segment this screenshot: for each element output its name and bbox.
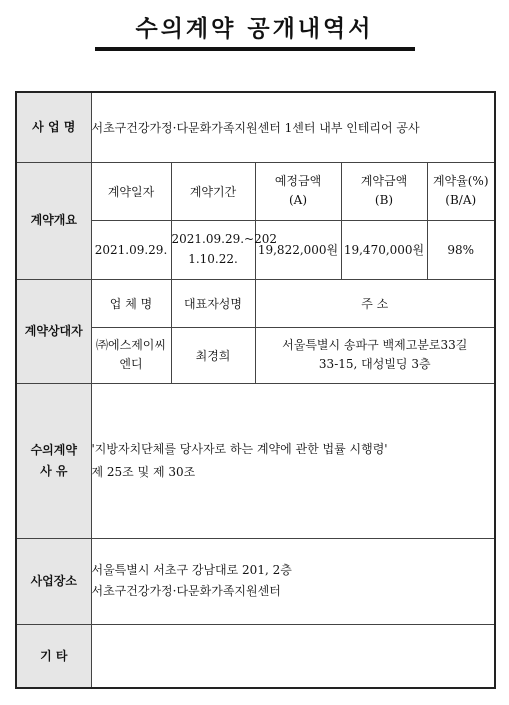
page-title: 수의계약 공개내역서 <box>135 16 374 42</box>
contract-period-header: 계약기간 <box>171 162 255 220</box>
contract-period-line2: 1.10.22. <box>188 251 238 266</box>
company-header: 업 체 명 <box>91 279 171 327</box>
overview-header-row <box>16 162 495 220</box>
overview-label: 계약개요 <box>16 162 91 279</box>
estimate-header-line1: 예정금액 <box>274 173 322 188</box>
etc-row <box>16 624 495 688</box>
amount-header-line2: (B) <box>374 193 394 207</box>
reason-label-line2: 사 유 <box>40 463 68 478</box>
estimate-value: 19,822,000원 <box>255 220 341 279</box>
project-label: 사 업 명 <box>16 92 91 162</box>
amount-value: 19,470,000원 <box>341 220 427 279</box>
project-name: 서초구건강가정·다문화가족지원센터 1센터 내부 인테리어 공사 <box>91 92 495 162</box>
address-value <box>255 327 495 383</box>
estimate-header <box>255 162 341 220</box>
reason-label-line1: 수의계약 <box>30 443 77 458</box>
reason-line1: '지방자치단체를 당사자로 하는 계약에 관한 법률 시행령' <box>91 441 388 456</box>
contract-date-header: 계약일자 <box>91 162 171 220</box>
address-line1: 서울특별시 송파구 백제고분로33길 <box>282 337 468 352</box>
amount-header <box>341 162 427 220</box>
title-underline <box>95 47 415 51</box>
counterparty-header-row <box>16 279 495 327</box>
estimate-header-line2: (A) <box>288 193 308 207</box>
location-text <box>91 538 495 624</box>
amount-header-line1: 계약금액 <box>360 173 408 188</box>
ceo-header: 대표자성명 <box>171 279 255 327</box>
project-row <box>16 92 495 162</box>
company-value <box>91 327 171 383</box>
counterparty-label: 계약상대자 <box>16 279 91 383</box>
address-line2: 33-15, 대성빌딩 3층 <box>318 357 431 371</box>
contract-disclosure-table <box>15 91 496 689</box>
rate-header-line2: (B/A) <box>445 193 477 207</box>
location-row <box>16 538 495 624</box>
company-line2: 엔디 <box>119 357 143 371</box>
reason-label <box>16 383 91 538</box>
reason-text <box>91 383 495 538</box>
address-header: 주 소 <box>255 279 495 327</box>
location-label: 사업장소 <box>16 538 91 624</box>
contract-period-value <box>171 220 277 279</box>
ceo-value: 최경희 <box>171 327 255 383</box>
reason-row <box>16 383 495 538</box>
contract-period-line1: 2021.09.29.~202 <box>171 232 277 247</box>
etc-value <box>91 624 495 688</box>
location-line1: 서울특별시 서초구 강남대로 201, 2층 <box>91 563 292 577</box>
etc-label: 기 타 <box>16 624 91 688</box>
contract-date-value: 2021.09.29. <box>91 220 171 279</box>
company-line1: ㈜에스제이씨 <box>96 337 166 352</box>
reason-line2: 제 25조 및 제 30조 <box>91 464 196 479</box>
rate-header-line1: 계약율(%) <box>432 173 489 188</box>
rate-header <box>427 162 495 220</box>
location-line2: 서초구건강가정·다문화가족지원센터 <box>91 584 281 598</box>
rate-value: 98% <box>427 220 495 279</box>
